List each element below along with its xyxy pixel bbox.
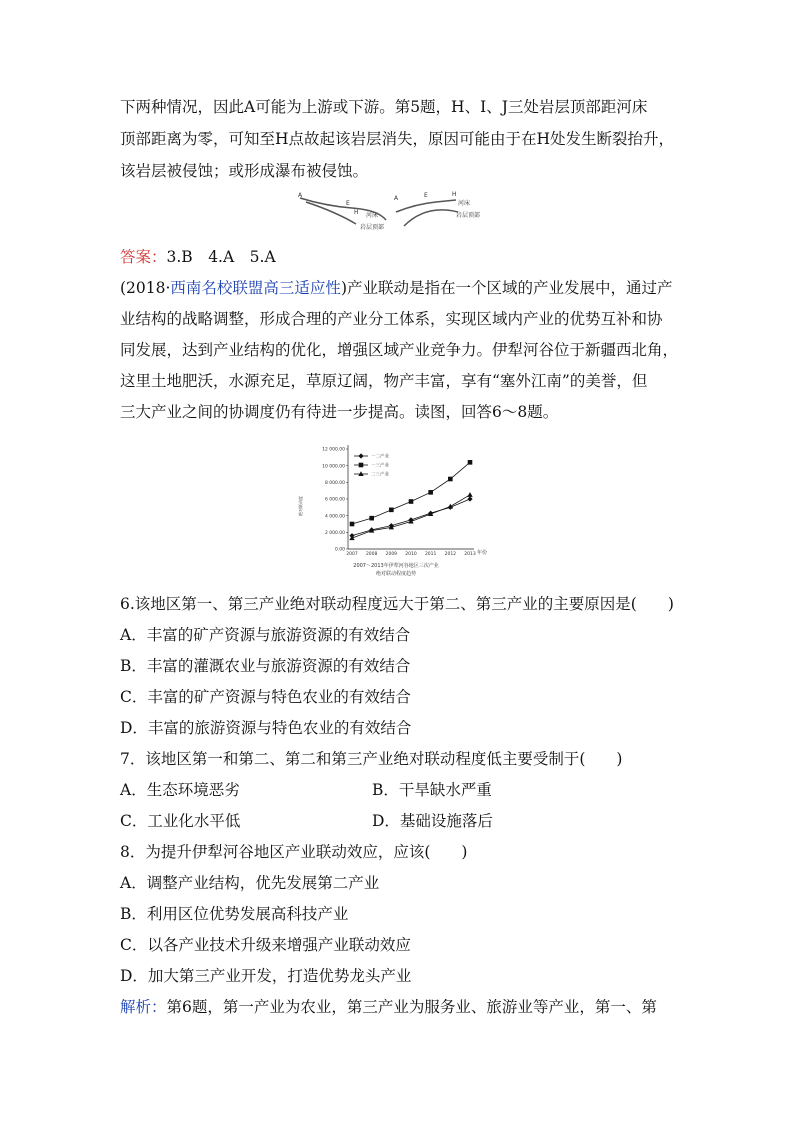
question-6-option-b: B．丰富的灌溉农业与旅游资源的有效结合 [120, 657, 411, 675]
chart-point [369, 516, 374, 521]
answer-label: 答案： [120, 248, 167, 266]
question-6-stem: 6.该地区第一、第三产业绝对联动程度远大于第二、第三产业的主要原因是( ) [120, 595, 674, 613]
right-label-a: A [394, 195, 399, 202]
chart-point [389, 508, 394, 513]
right-label-h: H [452, 191, 457, 198]
answer-line [120, 247, 276, 267]
chart-x-tick-label: 2007 [346, 552, 358, 557]
question-7-option-d: D．基础设施落后 [372, 812, 493, 830]
analysis-text: 第6题，第一产业为农业，第三产业为服务业、旅游业等产业，第一、第 [166, 998, 657, 1016]
question-7-option-a: A．生态环境恶劣 [120, 781, 240, 799]
chart-caption-line-2: 绝对联动程度趋势 [375, 571, 417, 577]
chart-point [467, 496, 472, 501]
chart-legend-label: 二三产业 [371, 472, 389, 478]
chart-x-tick-label: 2010 [405, 552, 417, 557]
analysis-line [120, 997, 657, 1017]
question-8-stem: 8．为提升伊犁河谷地区产业联动效应，应该( ) [120, 843, 468, 861]
chart-x-tick-label: 2008 [365, 552, 378, 557]
chart-x-tick-label: 2011 [424, 552, 437, 557]
question-7-option-b: B．干旱缺水严重 [372, 781, 492, 799]
right-label-rock-top: 岩层顶部 [456, 212, 481, 219]
chart-y-tick-label: 0.00 [334, 547, 345, 553]
paragraph1-line-2: 顶部距离为零，可知至H点故起该岩层消失，原因可能由于在H处发生断裂抬升， [120, 130, 675, 148]
source-name: 西南名校联盟高三适应性 [170, 279, 341, 297]
left-label-riverbed: 河床 [366, 212, 379, 219]
chart-point [467, 492, 472, 497]
right-label-riverbed: 河床 [458, 200, 471, 207]
chart-lines [349, 460, 472, 540]
chart-x-tick-label: 2012 [444, 552, 457, 557]
left-label-rock-top: 岩层顶部 [360, 224, 385, 231]
chart-point [409, 499, 414, 504]
chart-legend-label: 一三产业 [371, 463, 389, 469]
right-label-e: E [424, 192, 428, 199]
source-prefix: (2018· [120, 279, 171, 297]
paragraph2-line-5: 三大产业之间的协调度仍有待进一步提高。读图，回答6～8题。 [120, 403, 559, 421]
chart-xlabel: 年份 [477, 550, 488, 556]
left-label-e: E [346, 200, 350, 207]
chart-y-tick-label: 10 000.00 [322, 464, 345, 470]
chart-caption-line-1: 2007～2013年伊犁河谷地区三次产业 [353, 563, 439, 569]
chart-y-tick-label: 8 000.00 [324, 480, 345, 486]
chart-y-tick-label: 6 000.00 [324, 497, 345, 503]
paragraph2-line-2: 业结构的战略调整，形成合理的产业分工体系，实现区域内产业的优势互补和协 [120, 310, 663, 328]
chart-point [350, 522, 355, 527]
chart-y-tick-label: 2 000.00 [324, 530, 345, 536]
chart-point [428, 490, 433, 495]
question-8-option-d: D．加大第三产业开发，打造优势龙头产业 [120, 967, 412, 985]
chart-legend-label: 一二产业 [371, 454, 389, 460]
chart-point [468, 460, 473, 465]
question-8-option-b: B．利用区位优势发展高科技产业 [120, 905, 349, 923]
question-6-option-c: C．丰富的矿产资源与特色农业的有效结合 [120, 688, 411, 706]
industry-linkage-chart [296, 436, 496, 584]
analysis-label: 解析： [120, 998, 167, 1016]
chart-y-tick-label: 4 000.00 [324, 514, 345, 520]
chart-legend-marker [358, 453, 363, 458]
chart-svg [296, 436, 496, 584]
paragraph2-line-4: 这里土地肥沃，水源充足，草原辽阔，物产丰富，享有“塞外江南”的美誉，但 [120, 372, 648, 390]
answer-text: 3.B 4.A 5.A [166, 248, 276, 266]
chart-y-tick-label: 12 000.00 [322, 447, 345, 453]
riverbed-left-diagram [298, 192, 386, 231]
left-label-h: H [354, 209, 359, 216]
chart-x-tick-label: 2009 [385, 552, 398, 557]
question-8-option-c: C．以各产业技术升级来增强产业联动效应 [120, 936, 411, 954]
chart-series-line [352, 462, 470, 524]
chart-legend [354, 453, 389, 478]
paragraph2-line-1 [120, 278, 673, 298]
question-7-stem: 7．该地区第一和第二、第二和第三产业绝对联动程度低主要受制于( ) [120, 750, 623, 768]
chart-legend-marker [359, 463, 364, 468]
question-7-option-c: C．工业化水平低 [120, 812, 241, 830]
chart-x-tick-label: 2013 [464, 552, 476, 557]
paragraph2-text-1: )产业联动是指在一个区域的产业发展中，通过产 [340, 279, 673, 297]
question-6-option-a: A．丰富的矿产资源与旅游资源的有效结合 [120, 626, 411, 644]
paragraph1-line-3: 该岩层被侵蚀；或形成瀑布被侵蚀。 [120, 162, 369, 180]
riverbed-figure [296, 188, 481, 234]
question-6-option-d: D．丰富的旅游资源与特色农业的有效结合 [120, 719, 412, 737]
paragraph1-line-1: 下两种情况，因此A可能为上游或下游。第5题，H、I、J三处岩层顶部距河床 [120, 98, 648, 116]
chart-ylabel: 绝对联动度 [298, 496, 303, 516]
chart-point [448, 477, 453, 482]
left-label-a: A [298, 192, 303, 199]
chart-axes [322, 445, 476, 557]
paragraph2-line-3: 同发展，达到产业结构的优化，增强区域产业竞争力。伊犁河谷位于新疆西北角， [120, 341, 679, 359]
riverbed-right-diagram [394, 191, 480, 226]
question-8-option-a: A．调整产业结构，优先发展第二产业 [120, 874, 380, 892]
